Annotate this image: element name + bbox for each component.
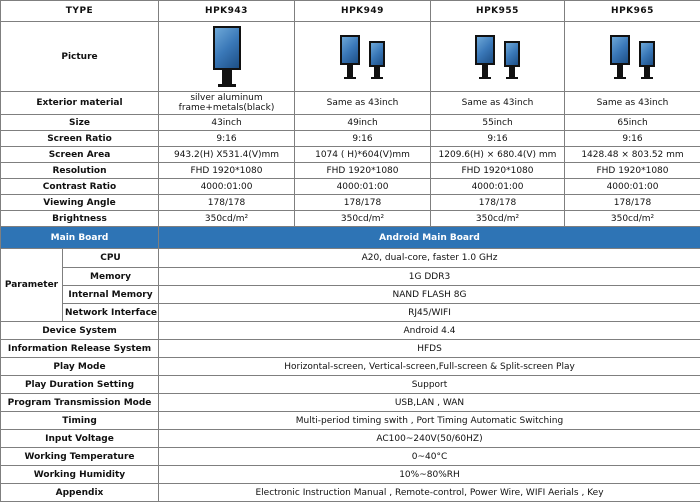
parameter-item-label: Memory — [63, 268, 159, 286]
spec-value: FHD 1920*1080 — [159, 163, 295, 179]
common-value: USB,LAN , WAN — [159, 394, 700, 412]
product-picture — [159, 22, 295, 92]
common-label: Appendix — [1, 484, 159, 502]
kiosk-display-icon — [639, 41, 655, 79]
parameter-item-value: 1G DDR3 — [159, 268, 700, 286]
spec-value: 65inch — [565, 115, 700, 131]
model-header: HPK943 — [159, 1, 295, 22]
spec-value: 1209.6(H) × 680.4(V) mm — [431, 147, 565, 163]
spec-label: Resolution — [1, 163, 159, 179]
common-value: 10%~80%RH — [159, 466, 700, 484]
spec-value: 178/178 — [565, 195, 700, 211]
spec-value: 350cd/m² — [431, 211, 565, 227]
main-board-row — [1, 227, 700, 249]
parameter-item-value: RJ45/WIFI — [159, 304, 700, 322]
spec-value: 55inch — [431, 115, 565, 131]
parameter-label: Parameter — [1, 249, 63, 322]
kiosk-display-icon — [340, 35, 360, 79]
spec-value: 350cd/m² — [565, 211, 700, 227]
parameter-row — [1, 249, 700, 268]
spec-value: FHD 1920*1080 — [431, 163, 565, 179]
spec-label: Exterior material — [1, 92, 159, 115]
spec-row — [1, 92, 700, 115]
kiosk-display-icon — [504, 41, 520, 79]
spec-value: 1428.48 × 803.52 mm — [565, 147, 700, 163]
common-label: Timing — [1, 412, 159, 430]
common-label: Play Mode — [1, 358, 159, 376]
spec-row — [1, 147, 700, 163]
spec-value: 9:16 — [295, 131, 431, 147]
common-row — [1, 430, 700, 448]
parameter-item-label: Internal Memory — [63, 286, 159, 304]
common-label: Input Voltage — [1, 430, 159, 448]
parameter-item-value: A20, dual-core, faster 1.0 GHz — [159, 249, 700, 268]
spec-value: silver aluminum frame+metals(black) — [159, 92, 295, 115]
common-row — [1, 448, 700, 466]
common-row — [1, 466, 700, 484]
common-row — [1, 358, 700, 376]
spec-row — [1, 131, 700, 147]
spec-value: 350cd/m² — [159, 211, 295, 227]
parameter-item-label: CPU — [63, 249, 159, 268]
spec-value: 49inch — [295, 115, 431, 131]
spec-label: Brightness — [1, 211, 159, 227]
spec-value: 1074 ( H)*604(V)mm — [295, 147, 431, 163]
spec-value: FHD 1920*1080 — [295, 163, 431, 179]
product-picture — [295, 22, 431, 92]
common-value: HFDS — [159, 340, 700, 358]
spec-value: 4000:01:00 — [159, 179, 295, 195]
common-label: Program Transmission Mode — [1, 394, 159, 412]
common-row — [1, 412, 700, 430]
main-board-label: Main Board — [1, 227, 159, 249]
product-picture — [565, 22, 700, 92]
spec-value: 9:16 — [159, 131, 295, 147]
spec-value: 178/178 — [159, 195, 295, 211]
spec-value: 4000:01:00 — [431, 179, 565, 195]
parameter-row — [1, 304, 700, 322]
spec-value: FHD 1920*1080 — [565, 163, 700, 179]
common-row — [1, 340, 700, 358]
common-row — [1, 394, 700, 412]
common-label: Information Release System — [1, 340, 159, 358]
model-header: HPK955 — [431, 1, 565, 22]
spec-value: 43inch — [159, 115, 295, 131]
model-header: HPK965 — [565, 1, 700, 22]
spec-row — [1, 115, 700, 131]
type-label: TYPE — [1, 1, 159, 22]
spec-label: Contrast Ratio — [1, 179, 159, 195]
table-header-row — [1, 1, 700, 22]
spec-label: Screen Area — [1, 147, 159, 163]
common-value: 0~40°C — [159, 448, 700, 466]
parameter-item-label: Network Interface — [63, 304, 159, 322]
kiosk-display-icon — [369, 41, 385, 79]
spec-value: Same as 43inch — [565, 92, 700, 115]
spec-row — [1, 211, 700, 227]
spec-value: 178/178 — [295, 195, 431, 211]
parameter-row — [1, 286, 700, 304]
model-header: HPK949 — [295, 1, 431, 22]
kiosk-display-icon — [213, 26, 241, 87]
spec-row — [1, 179, 700, 195]
common-value: Electronic Instruction Manual , Remote-control, Power Wire, WIFI Aerials , Key — [159, 484, 700, 502]
spec-label: Viewing Angle — [1, 195, 159, 211]
common-row — [1, 484, 700, 502]
spec-label: Screen Ratio — [1, 131, 159, 147]
picture-label: Picture — [1, 22, 159, 92]
common-value: Support — [159, 376, 700, 394]
common-value: AC100~240V(50/60HZ) — [159, 430, 700, 448]
spec-value: 178/178 — [431, 195, 565, 211]
spec-value: 943.2(H) X531.4(V)mm — [159, 147, 295, 163]
spec-value: 9:16 — [431, 131, 565, 147]
common-label: Working Humidity — [1, 466, 159, 484]
spec-value: 4000:01:00 — [565, 179, 700, 195]
kiosk-display-icon — [610, 35, 630, 79]
main-board-value: Android Main Board — [159, 227, 700, 249]
common-row — [1, 376, 700, 394]
spec-row — [1, 195, 700, 211]
common-value: Multi-period timing swith , Port Timing Automatic Switching — [159, 412, 700, 430]
common-value: Horizontal-screen, Vertical-screen,Full-screen & Split-screen Play — [159, 358, 700, 376]
common-label: Device System — [1, 322, 159, 340]
spec-value: Same as 43inch — [431, 92, 565, 115]
common-label: Working Temperature — [1, 448, 159, 466]
spec-value: 4000:01:00 — [295, 179, 431, 195]
spec-value: Same as 43inch — [295, 92, 431, 115]
spec-value: 9:16 — [565, 131, 700, 147]
spec-label: Size — [1, 115, 159, 131]
picture-row — [1, 22, 700, 92]
common-label: Play Duration Setting — [1, 376, 159, 394]
product-picture — [431, 22, 565, 92]
parameter-item-value: NAND FLASH 8G — [159, 286, 700, 304]
common-value: Android 4.4 — [159, 322, 700, 340]
kiosk-display-icon — [475, 35, 495, 79]
parameter-row — [1, 268, 700, 286]
spec-row — [1, 163, 700, 179]
spec-value: 350cd/m² — [295, 211, 431, 227]
common-row — [1, 322, 700, 340]
